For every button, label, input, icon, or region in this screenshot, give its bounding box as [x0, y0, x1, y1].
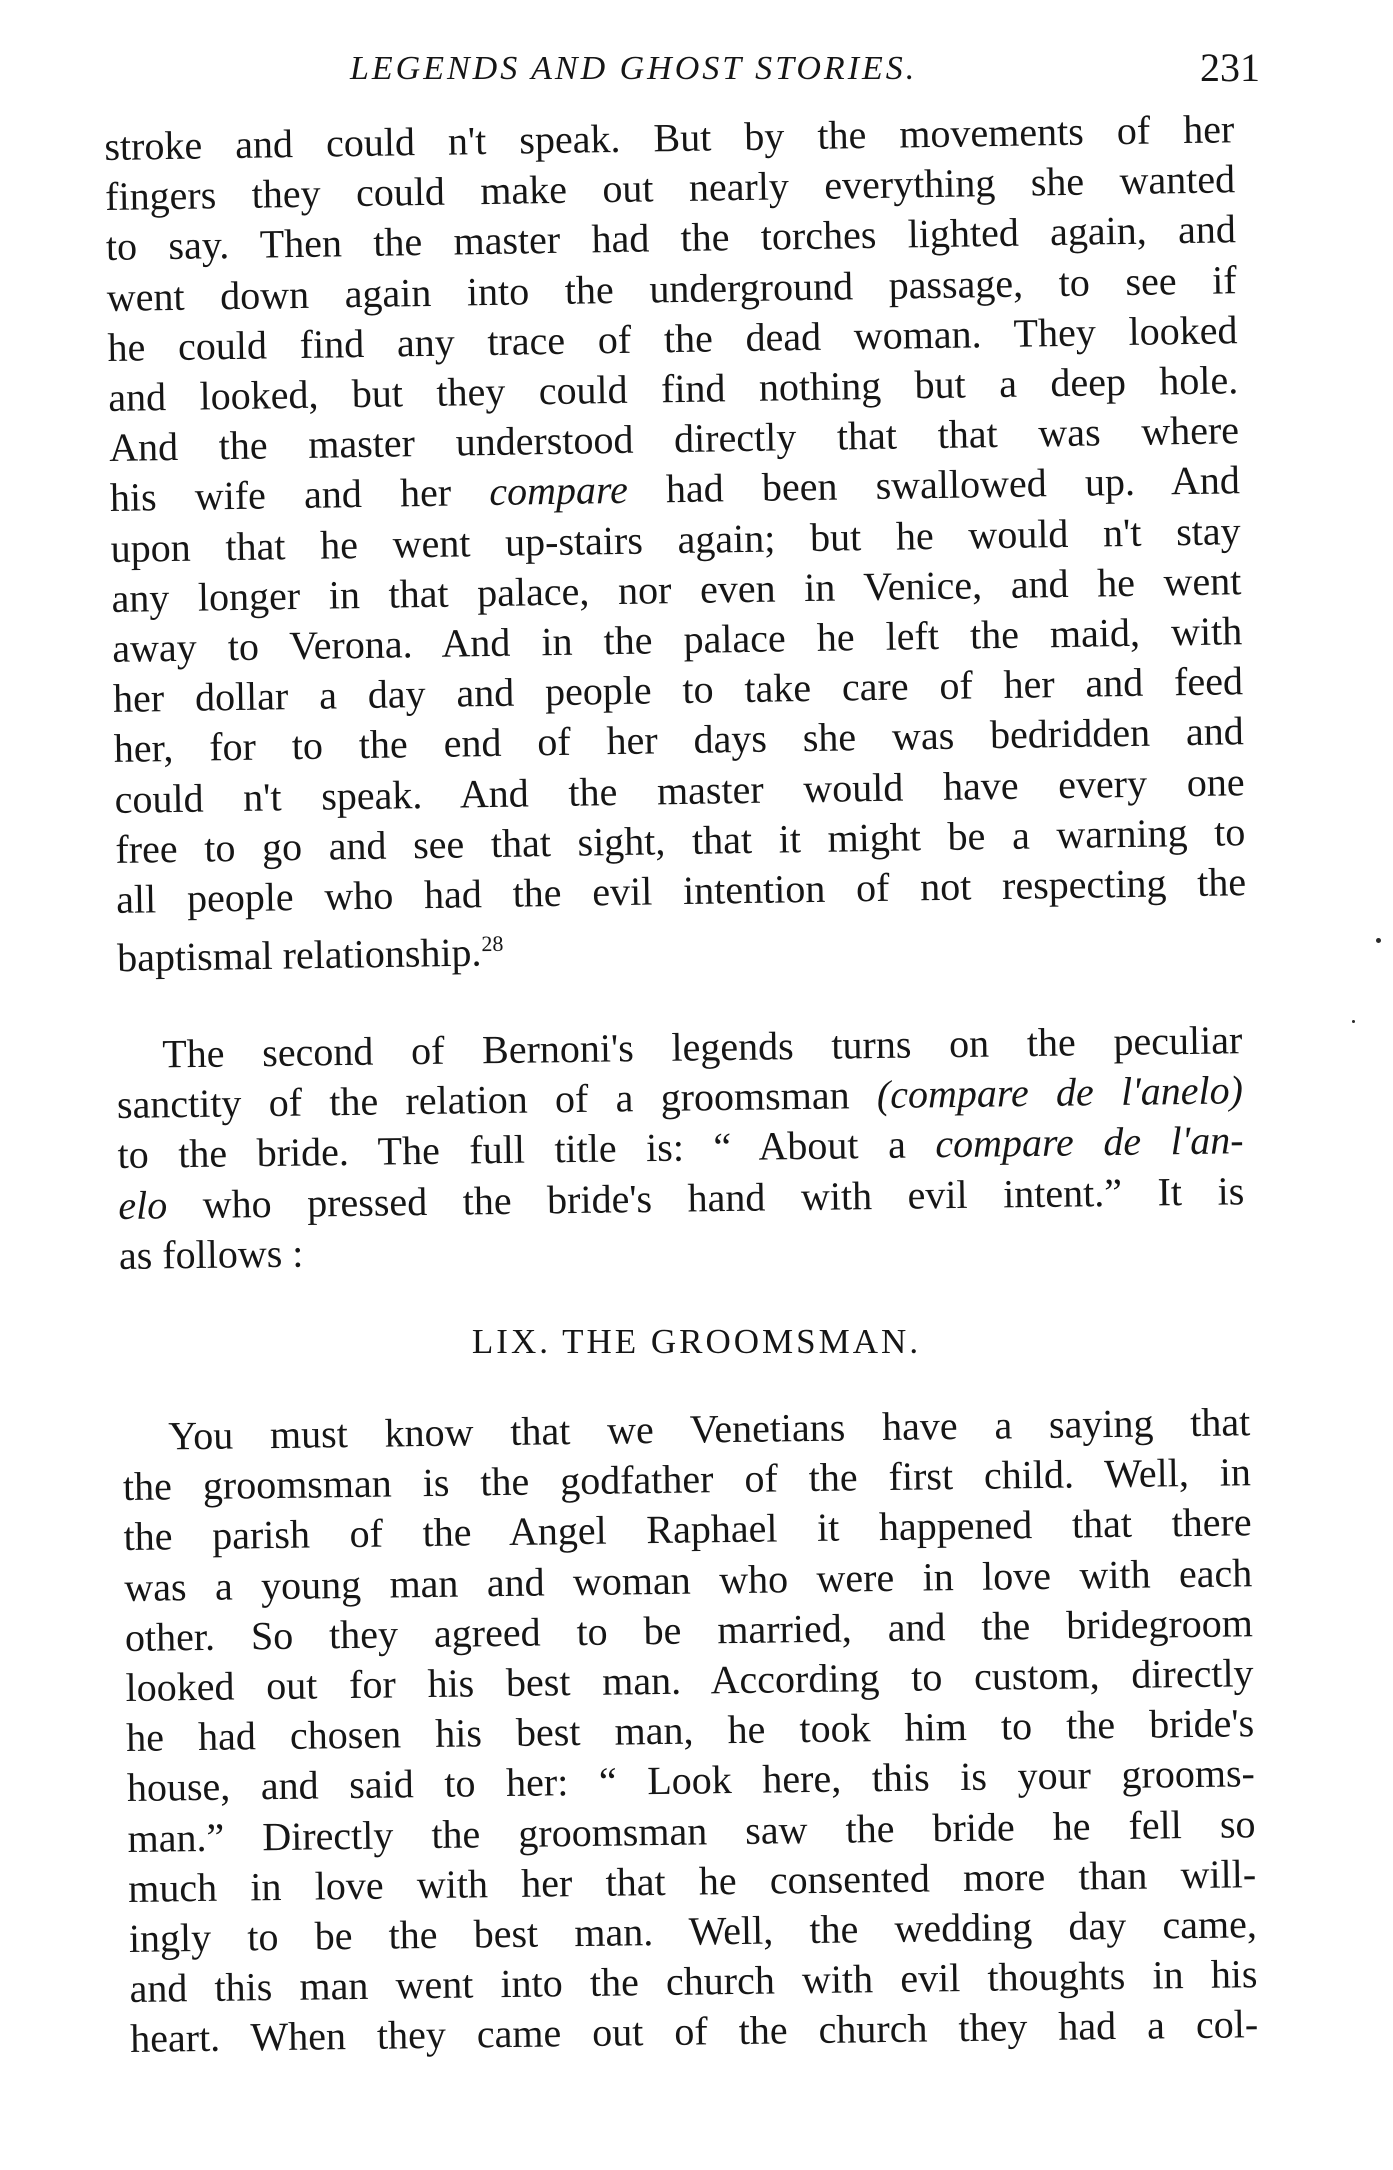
text-line: he could find any trace of the dead woman. They looked — [107, 307, 1238, 370]
text-line: her dollar a day and people to take care of her and feed — [112, 658, 1244, 722]
text-line: And the master understood directly that that was where — [108, 407, 1240, 471]
text-line: other. So they agreed to be married, and the bridegroom — [124, 1600, 1254, 1660]
text-line: and this man went into the church with evil thoughts in his — [129, 1951, 1258, 2012]
running-head — [100, 44, 1260, 96]
text-line: the groomsman is the godfather of the first child. Well, in — [122, 1449, 1252, 1510]
print-speck — [1376, 938, 1381, 943]
text-line: man.” Directly the groomsman saw the bride he fell so — [127, 1800, 1256, 1861]
running-title: LEGENDS AND GHOST STORIES. — [350, 50, 918, 87]
text-line: was a young man and woman who were in love with each — [123, 1549, 1253, 1610]
italic-term: compare de l'an- — [935, 1117, 1244, 1167]
text-line: and looked, but they could find nothing but a deep hole. — [107, 357, 1239, 420]
text-line: heart. When they came out of the church they had a col- — [129, 2001, 1259, 2062]
text-line: ingly to be the best man. Well, the wedding day came, — [128, 1901, 1258, 1961]
paragraph-intro — [116, 1015, 1245, 1281]
footnote-reference: 28 — [481, 931, 504, 957]
text-fragment: his wife and her — [109, 469, 490, 521]
text-line: he had chosen his best man, he took him to the bride's — [125, 1700, 1255, 1761]
text-line: to say. Then the master had the torches lighted again, and — [105, 206, 1237, 270]
text-line: stroke and could n't speak. But by the movements of her — [104, 106, 1235, 169]
text-fragment: to the bride. The full title is: “ About a — [117, 1122, 907, 1178]
italic-term: (compare de l'anelo) — [876, 1067, 1244, 1118]
text-line: the parish of the Angel Raphael it happened that there — [123, 1499, 1252, 1560]
paragraph-story — [122, 1397, 1258, 2064]
text-line: house, and said to her: “ Look here, this is your grooms- — [126, 1750, 1256, 1811]
text-line: all people who had the evil intention of not respecting the — [115, 859, 1247, 922]
text-fragment: who pressed the bride's hand with evil intent.” It is — [202, 1167, 1245, 1227]
text-line: her, for to the end of her days she was bedridden and — [113, 708, 1245, 772]
text-line: much in love with her that he consented more than will- — [127, 1851, 1257, 1911]
text-line: away to Verona. And in the palace he left the maid, with — [111, 608, 1243, 671]
text-line: fingers they could make out nearly everything she wanted — [104, 156, 1236, 220]
print-speck — [1352, 1020, 1355, 1023]
section-heading: LIX. THE GROOMSMAN. — [471, 1322, 922, 1361]
text-line: any longer in that palace, nor even in Venice, and he went — [111, 558, 1242, 621]
text-line: could n't speak. And the master would have every one — [114, 758, 1245, 822]
text-line: went down again into the underground passage, to see if — [106, 256, 1237, 320]
text-line: free to go and see that sight, that it might be a warning to — [115, 809, 1246, 872]
text-fragment: had been swallowed up. And — [627, 457, 1241, 513]
italic-term: elo — [117, 1181, 168, 1228]
italic-term: compare — [488, 467, 629, 515]
text-fragment: sanctity of the relation of a groomsman — [116, 1072, 850, 1128]
text-fragment: baptismal relationship. — [116, 929, 482, 981]
paragraph-continuation — [104, 104, 1247, 983]
text-line: The second of Bernoni's legends turns on the peculiar — [162, 1017, 1243, 1077]
text-line: as follows : — [118, 1230, 304, 1278]
text-line: You must know that we Venetians have a saying that — [168, 1399, 1251, 1459]
text-line: upon that he went up-stairs again; but he would n't stay — [110, 507, 1241, 571]
page-number: 231 — [1200, 45, 1260, 90]
text-line: looked out for his best man. According to custom, directly — [125, 1650, 1254, 1710]
